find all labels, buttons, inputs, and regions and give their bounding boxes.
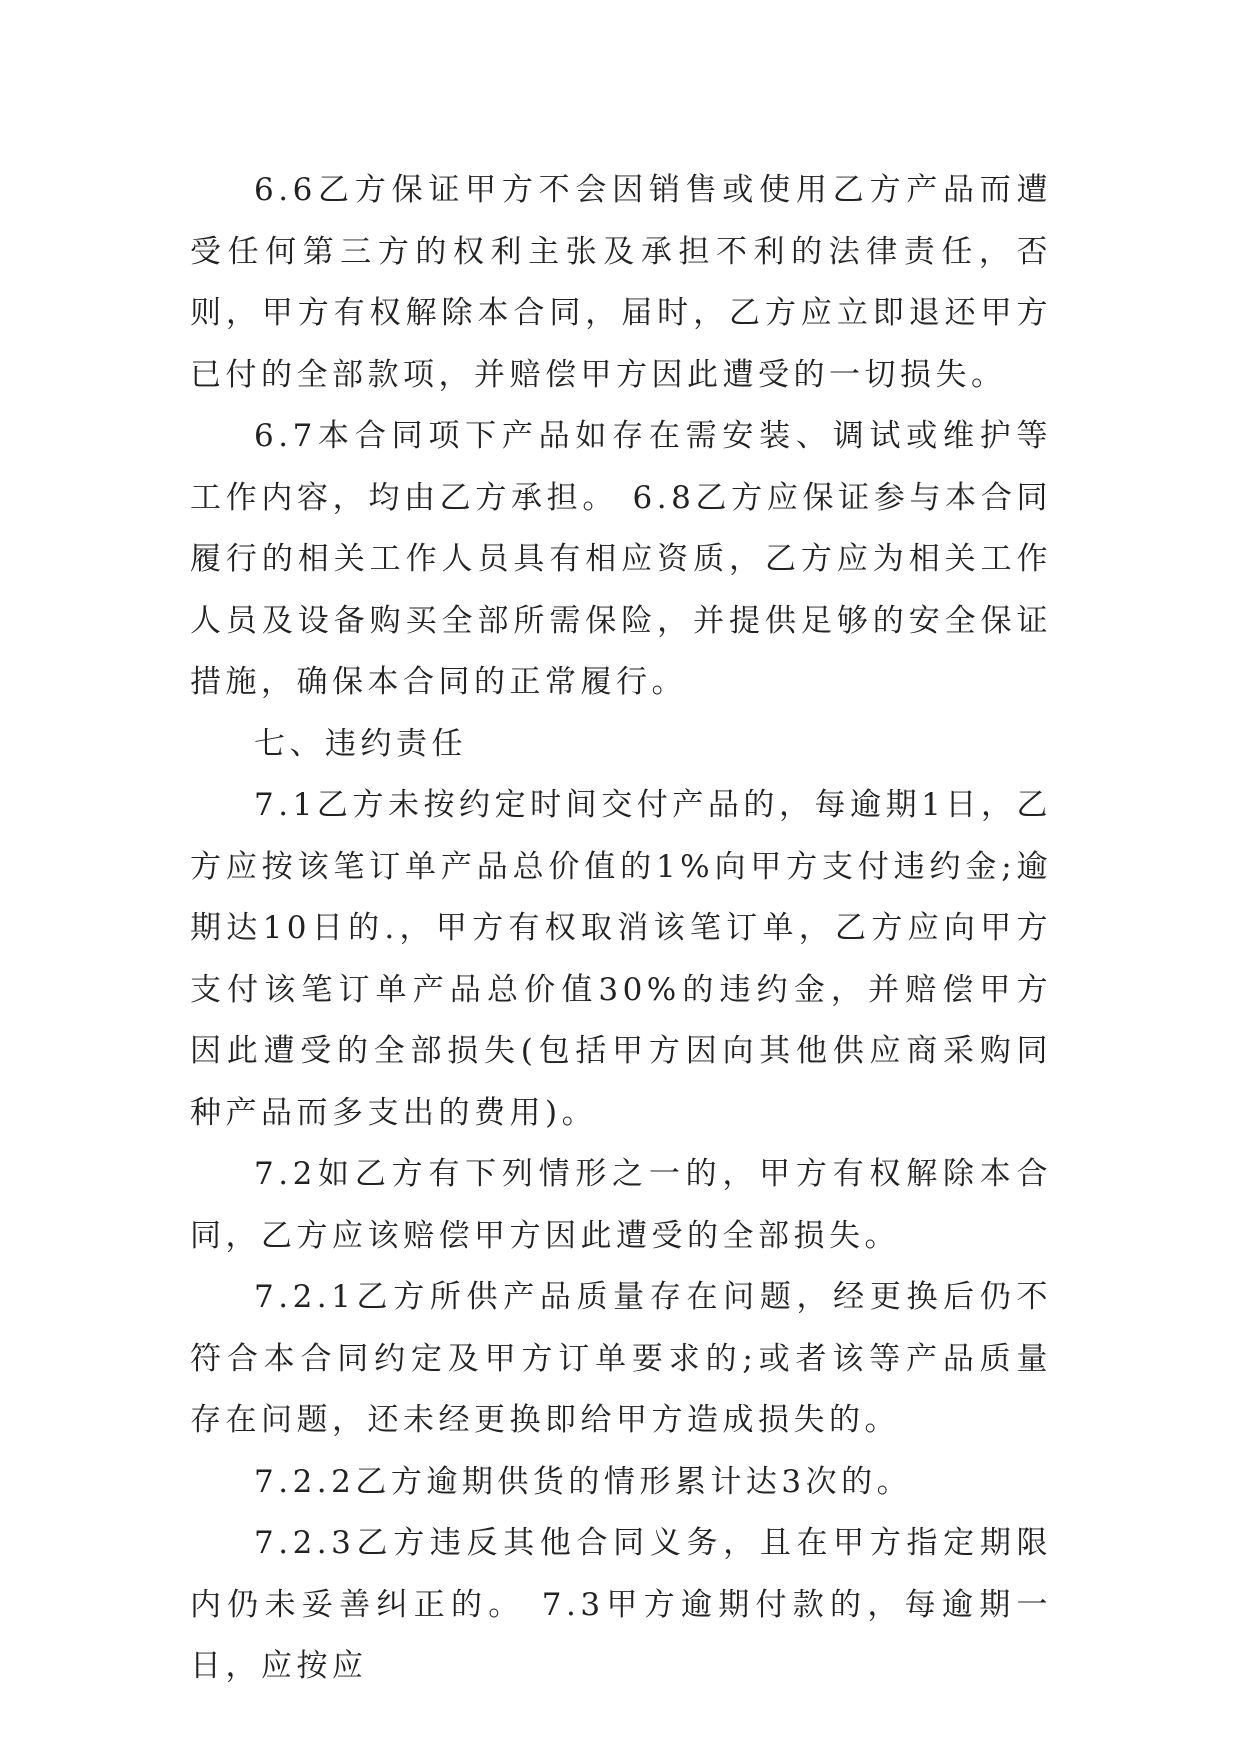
paragraph-6-7: 6.7本合同项下产品如存在需安装、调试或维护等工作内容，均由乙方承担。 6.8乙方应保证参与本合同履行的相关工作人员具有相应资质，乙方应为相关工作人员及设备购买全部所需保险，并提供足够的安全保证措施，确保本合同的正常履行。	[190, 418, 1052, 700]
document-body	[190, 160, 1052, 1698]
paragraph-7-2-3: 7.2.3乙方违反其他合同义务，且在甲方指定期限内仍未妥善纠正的。 7.3甲方逾期付款的，每逾期一日，应按应	[190, 1525, 1052, 1684]
paragraph-7-2: 7.2如乙方有下列情形之一的，甲方有权解除本合同，乙方应该赔偿甲方因此遭受的全部损失。	[190, 1156, 1052, 1254]
section-heading-breach: 七、违约责任	[254, 725, 467, 762]
paragraph-6-6: 6.6乙方保证甲方不会因销售或使用乙方产品而遭受任何第三方的权利主张及承担不利的法律责任，否则，甲方有权解除本合同，届时，乙方应立即退还甲方已付的全部款项，并赔偿甲方因此遭受的一切损失。	[190, 172, 1052, 393]
paragraph-7-2-2: 7.2.2乙方逾期供货的情形累计达3次的。	[254, 1463, 913, 1500]
paragraph-7-1: 7.1乙方未按约定时间交付产品的，每逾期1日，乙方应按该笔订单产品总价值的1%向甲方支付违约金;逾期达10日的.，甲方有权取消该笔订单，乙方应向甲方支付该笔订单产品总价值30%的违约金，并赔偿甲方因此遭受的全部损失(包括甲方因向其他供应商采购同种产品而多支出的费用)。	[190, 787, 1052, 1131]
paragraph-7-2-1: 7.2.1乙方所供产品质量存在问题，经更换后仍不符合本合同约定及甲方订单要求的;或者该等产品质量存在问题，还未经更换即给甲方造成损失的。	[190, 1279, 1052, 1438]
